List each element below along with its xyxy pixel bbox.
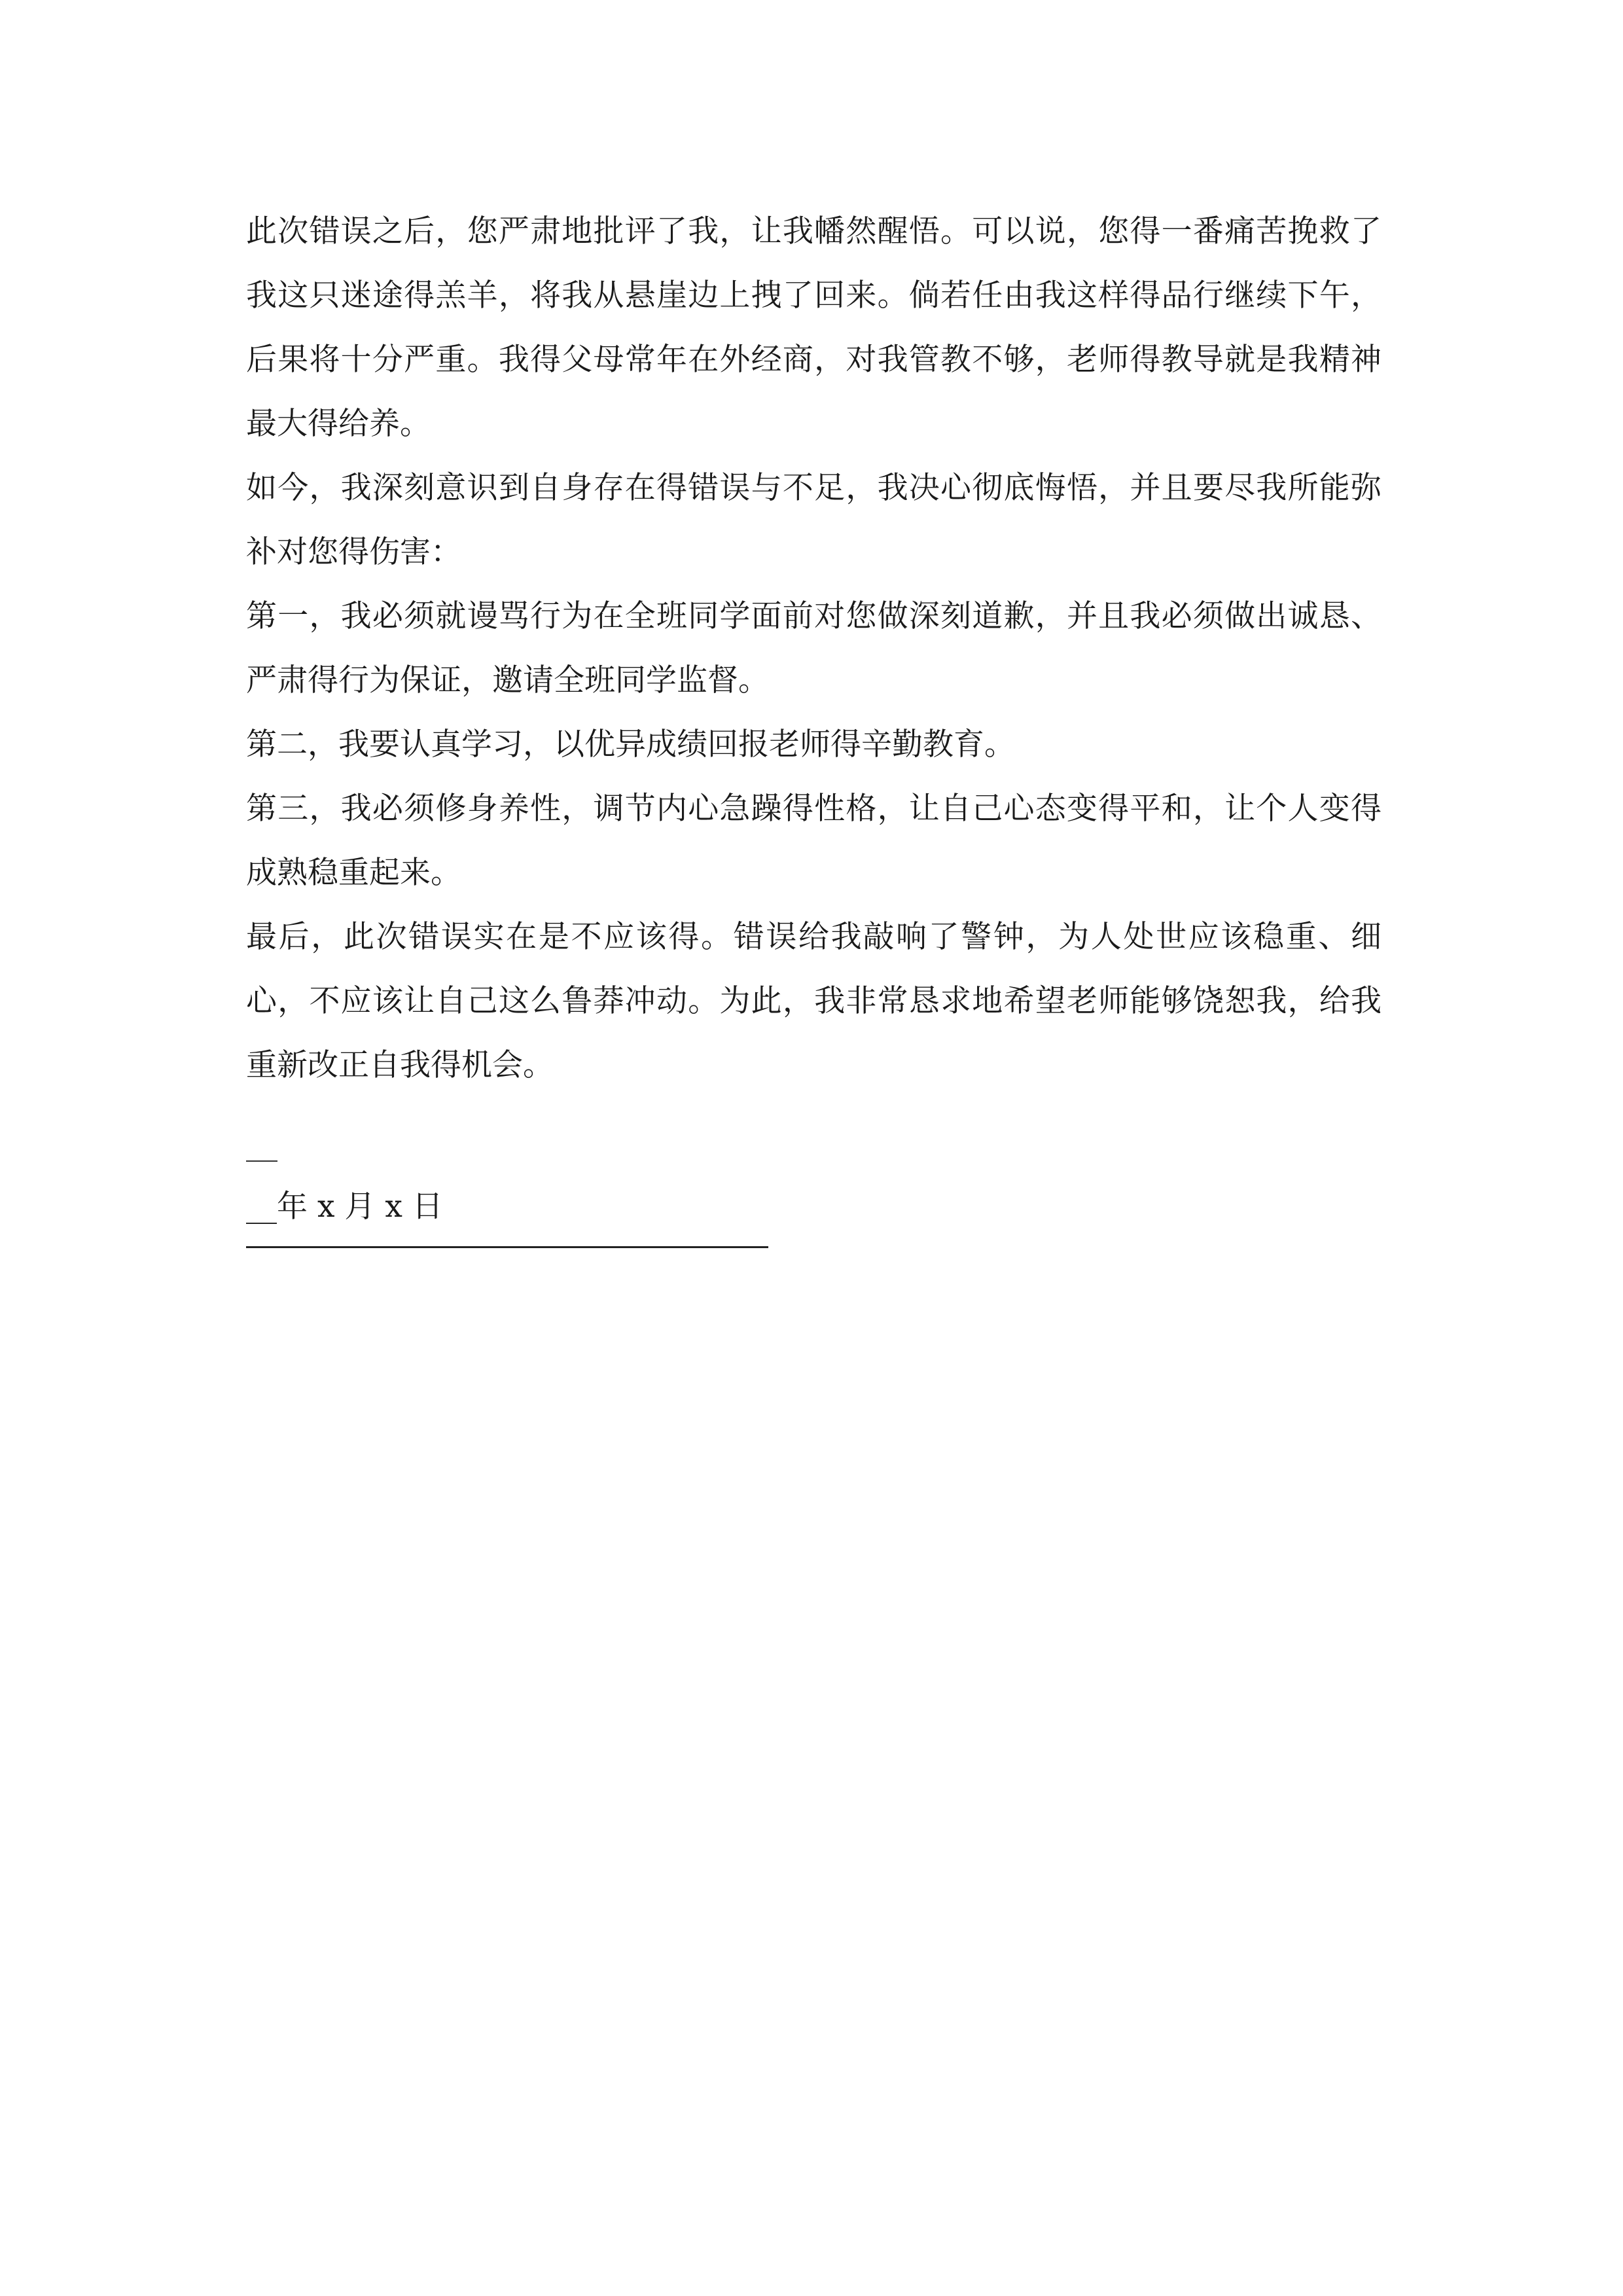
letter-body — [246, 200, 1382, 1239]
paragraph-4: 第二，我要认真学习，以优异成绩回报老师得辛勤教育。 — [246, 726, 1015, 762]
paragraph-1: 此次错误之后，您严肃地批评了我，让我幡然醒悟。可以说，您得一番痛苦挽救了我这只迷途得羔羊，将我从悬崖边上拽了回来。倘若任由我这样得品行继续下午，后果将十分严重。我得父母常年在外经商，对我管教不够，老师得教导就是我精神最大得给养。 — [246, 213, 1382, 442]
separator-rule — [246, 1246, 768, 1248]
signature-date: __年 x 月 x 日 — [246, 1189, 443, 1225]
signature-block — [246, 1111, 1382, 1239]
paragraph-5: 第三，我必须修身养性，调节内心急躁得性格，让自己心态变得平和，让个人变得成熟稳重起来。 — [246, 791, 1382, 891]
signer-underline — [246, 1160, 277, 1162]
paragraph-6: 最后，此次错误实在是不应该得。错误给我敲响了警钟，为人处世应该稳重、细心，不应该让自己这么鲁莽冲动。为此，我非常恳求地希望老师能够饶恕我，给我重新改正自我得机会。 — [246, 919, 1382, 1083]
paragraph-2: 如今，我深刻意识到自身存在得错误与不足，我决心彻底悔悟，并且要尽我所能弥补对您得伤害： — [246, 470, 1382, 570]
paragraph-3: 第一，我必须就谩骂行为在全班同学面前对您做深刻道歉，并且我必须做出诚恳、严肃得行为保证，邀请全班同学监督。 — [246, 598, 1382, 698]
signer-name-blank — [246, 1111, 1382, 1175]
